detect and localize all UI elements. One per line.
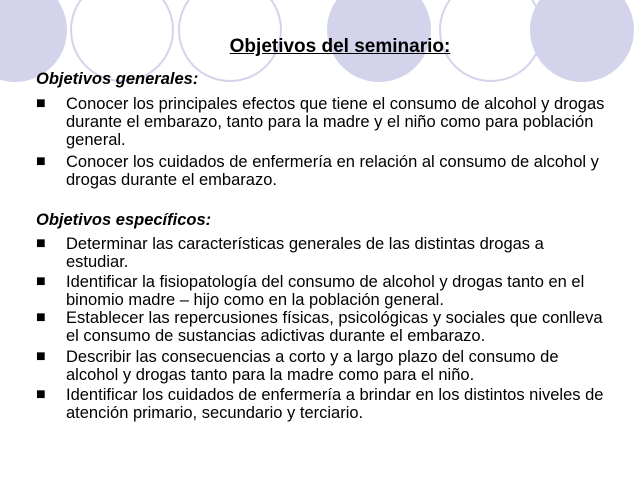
square-bullet-icon: ■ — [36, 95, 46, 112]
list-item — [36, 309, 606, 345]
square-bullet-icon: ■ — [36, 348, 46, 365]
list-item-text: Establecer las repercusiones físicas, psicológicas y sociales que conlleva el consumo de sustancias adictivas durante el embarazo. — [66, 309, 603, 345]
square-bullet-icon: ■ — [36, 153, 46, 170]
list-item — [36, 386, 606, 422]
list-item-text: Identificar la fisiopatología del consumo de alcohol y drogas tanto en el binomio madre – hijo como en la población general. — [66, 273, 585, 309]
list-item-text: Conocer los cuidados de enfermería en relación al consumo de alcohol y drogas durante el embarazo. — [66, 153, 599, 189]
square-bullet-icon: ■ — [36, 273, 46, 290]
list-item — [36, 95, 606, 149]
list-item-text: Describir las consecuencias a corto y a largo plazo del consumo de alcohol y drogas tanto para la madre como para el niño. — [66, 348, 559, 384]
square-bullet-icon: ■ — [36, 235, 46, 252]
list-item — [36, 153, 606, 189]
square-bullet-icon: ■ — [36, 386, 46, 403]
slide-title: Objetivos del seminario: — [229, 36, 451, 57]
list-item-text: Conocer los principales efectos que tiene el consumo de alcohol y drogas durante el embarazo, tanto para la madre y el niño como para población general. — [66, 95, 605, 149]
specific-objectives-heading: Objetivos específicos: — [36, 211, 212, 229]
list-item-text: Determinar las características generales de las distintas drogas a estudiar. — [66, 235, 544, 271]
list-item — [36, 235, 606, 271]
list-item — [36, 273, 606, 309]
square-bullet-icon: ■ — [36, 309, 46, 326]
list-item — [36, 348, 606, 384]
general-objectives-heading: Objetivos generales: — [36, 70, 199, 88]
list-item-text: Identificar los cuidados de enfermería a brindar en los distintos niveles de atención primario, secundario y terciario. — [66, 386, 604, 422]
